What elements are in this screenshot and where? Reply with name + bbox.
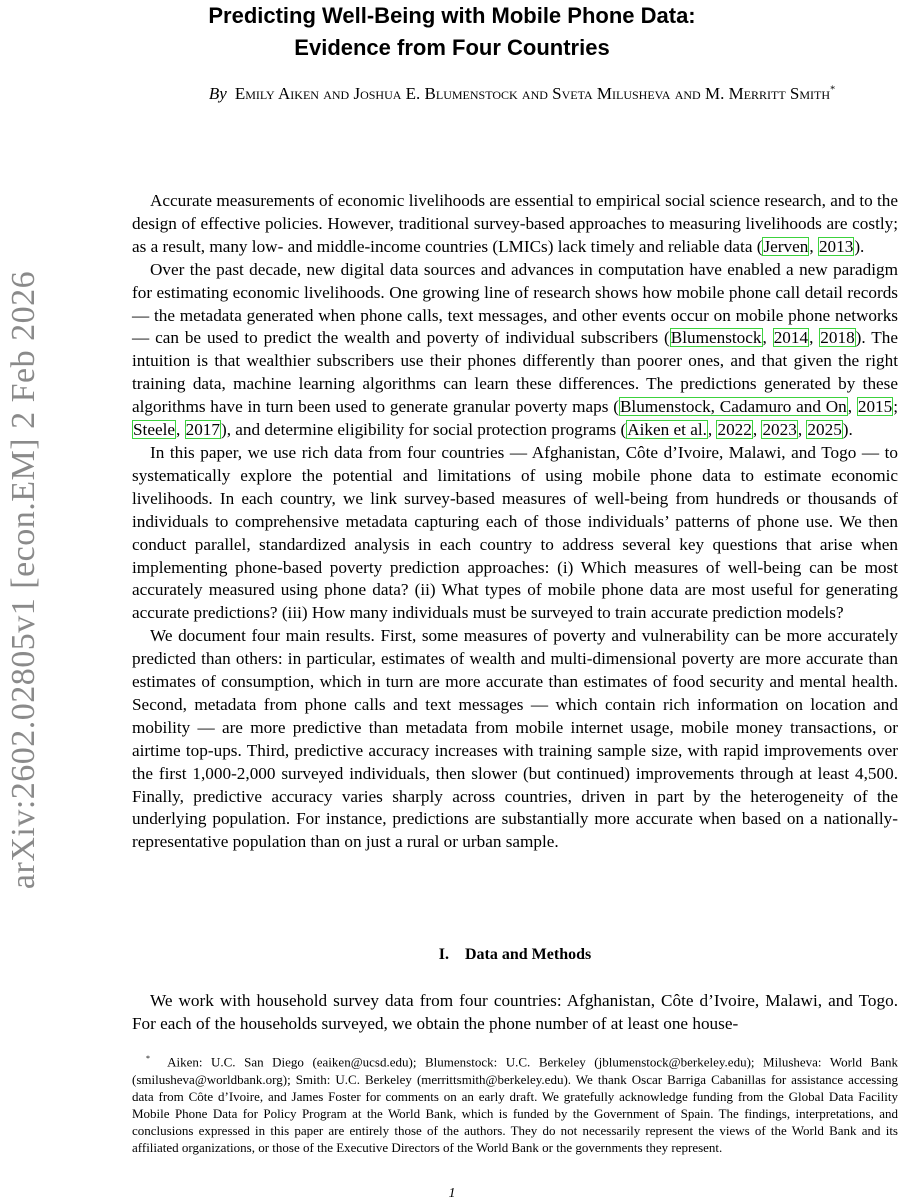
author-names: Emily Aiken and Joshua E. Blumenstock and Sveta Milusheva and M. Merritt Smith [234,84,831,103]
p2-text-k: , [797,420,807,440]
footnote-mark: * [146,1054,150,1063]
citation-blumenstock[interactable]: Blumenstock [670,328,762,348]
p2-text-c: , [809,328,820,348]
page-number: 1 [448,1186,456,1201]
citation-aiken-2023[interactable]: 2023 [762,420,797,440]
p2-text-e: , [847,397,857,417]
p2-text-j: , [752,420,762,440]
paper-title [0,0,904,64]
p1-text-a: Accurate measurements of economic livelihoods are essential to empirical social science research, and to the design of effective policies. However, traditional survey-based approaches to measuring livelihoods are costly; as a result, many low- and middle-income countries (LMICs) lack timely and reliable data ( [132,191,898,256]
p2-text-f: ; [893,397,898,417]
section-title: Data and Methods [465,946,592,963]
arxiv-stamp-text: arXiv:2602.02805v1 [econ.EM] 2 Feb 2026 [5,270,42,890]
section-heading [132,946,898,964]
p2-text-h: ), and determine eligibility for social protection programs ( [220,420,627,440]
author-byline [132,84,904,104]
citation-aiken-et-al[interactable]: Aiken et al. [627,420,707,440]
citation-jerven-2013[interactable]: 2013 [818,236,854,256]
citation-aiken-2022[interactable]: 2022 [717,420,752,440]
footnote-text: Aiken: U.C. San Diego (eaiken@ucsd.edu); Blumenstock: U.C. Berkeley (jblumenstock@berkeley.edu); Milusheva: World Bank (smilusheva@worldbank.org); Smith: U.C. Berkeley (merrittsmith@berkeley.edu). We thank Oscar Barriga Cabanillas for assistance accessing data from Côte d’Ivoire, and James Foster for comments on an early draft. We gratefully acknowledge funding from the Global Data Facility Mobile Phone Data for Policy Program at the World Bank, which is funded by the Government of Spain. The findings, interpretations, and conclusions expressed in this paper are entirely those of the authors. They do not necessarily represent the views of the World Bank and its affiliated organizations, or those of the Executive Directors of the World Bank or the governments they represent. [132,1054,898,1156]
citation-2015[interactable]: 2015 [857,397,893,417]
citation-blumenstock-2018[interactable]: 2018 [820,328,855,348]
p1-text-c: ). [854,236,865,256]
arxiv-identifier-stamp [2,220,46,940]
author-footnote [132,1050,898,1157]
citation-blumenstock-2014[interactable]: 2014 [773,328,809,348]
p2-text-b: , [762,328,773,348]
paragraph-2 [132,259,898,442]
p2-text-l: ). [842,420,853,440]
p1-text-b: , [809,236,818,256]
p2-text-d: ). The intuition is that wealthier subscribers use their phones differently than poorer ones, and that given the right training data, machine learning algorithms can learn these differences. The predictions generated by these algorithms have in turn been used to generate granular poverty maps ( [132,328,898,417]
p2-text-i: , [707,420,717,440]
p2-text-g: , [176,420,185,440]
citation-jerven[interactable]: Jerven [763,236,809,256]
section-1-text [132,990,898,1036]
introduction-text [132,190,898,854]
section-number: I. [438,946,449,963]
title-line-1: Predicting Well-Being with Mobile Phone Data: [208,3,696,28]
citation-blumenstock-cadamuro-on[interactable]: Blumenstock, Cadamuro and On [619,397,847,417]
title-line-2: Evidence from Four Countries [294,35,610,60]
byline-by: By [208,84,227,103]
p2-text-a: Over the past decade, new digital data sources and advances in computation have enabled a new paradigm for estimating economic livelihoods. One growing line of research shows how mobile phone call detail records — the metadata generated when phone calls, text messages, and other events occur on mobile phone networks — can be used to predict the wealth and poverty of individual subscribers ( [132,259,898,348]
paragraph-4: We document four main results. First, some measures of poverty and vulnerability can be more accurately predicted than others: in particular, estimates of wealth and multi-dimensional poverty are more accurate than estimates of consumption, which in turn are more accurate than estimates of food security and mental health. Second, metadata from phone calls and text messages — which contain rich information on location and mobility — are more predictive than metadata from mobile internet usage, mobile money transactions, or airtime top-ups. Third, predictive accuracy increases with training sample size, with rapid improvements over the first 1,000-2,000 surveyed individuals, then slower (but continued) improvements through at least 4,500. Finally, predictive accuracy varies sharply across countries, driven in part by the heterogeneity of the underlying population. For instance, predictions are substantially more accurate when based on a nationally-representative population than on just a rural or urban sample. [132,626,898,852]
author-footnote-mark[interactable]: * [830,84,836,96]
citation-aiken-2025[interactable]: 2025 [807,420,842,440]
citation-steele[interactable]: Steele [133,420,175,440]
paragraph-3: In this paper, we use rich data from four countries — Afghanistan, Côte d’Ivoire, Malawi, and Togo — to systematically explore the potential and limitations of using mobile phone data to estimate economic livelihoods. In each country, we link survey-based measures of well-being from hundreds or thousands of individuals to comprehensive metadata capturing each of those individuals’ patterns of phone use. We then conduct parallel, standardized analysis in each country to address several key questions that arise when implementing phone-based poverty prediction approaches: (i) Which measures of well-being can be most accurately measured using phone data? (ii) What types of mobile phone data are most useful for generating accurate predictions? (iii) How many individuals must be surveyed to train accurate prediction models? [132,442,898,623]
paragraph-1 [132,190,898,259]
paragraph-5: We work with household survey data from four countries: Afghanistan, Côte d’Ivoire, Malawi, and Togo. For each of the households surveyed, we obtain the phone number of at least one house- [132,991,898,1033]
citation-steele-2017[interactable]: 2017 [185,420,220,440]
